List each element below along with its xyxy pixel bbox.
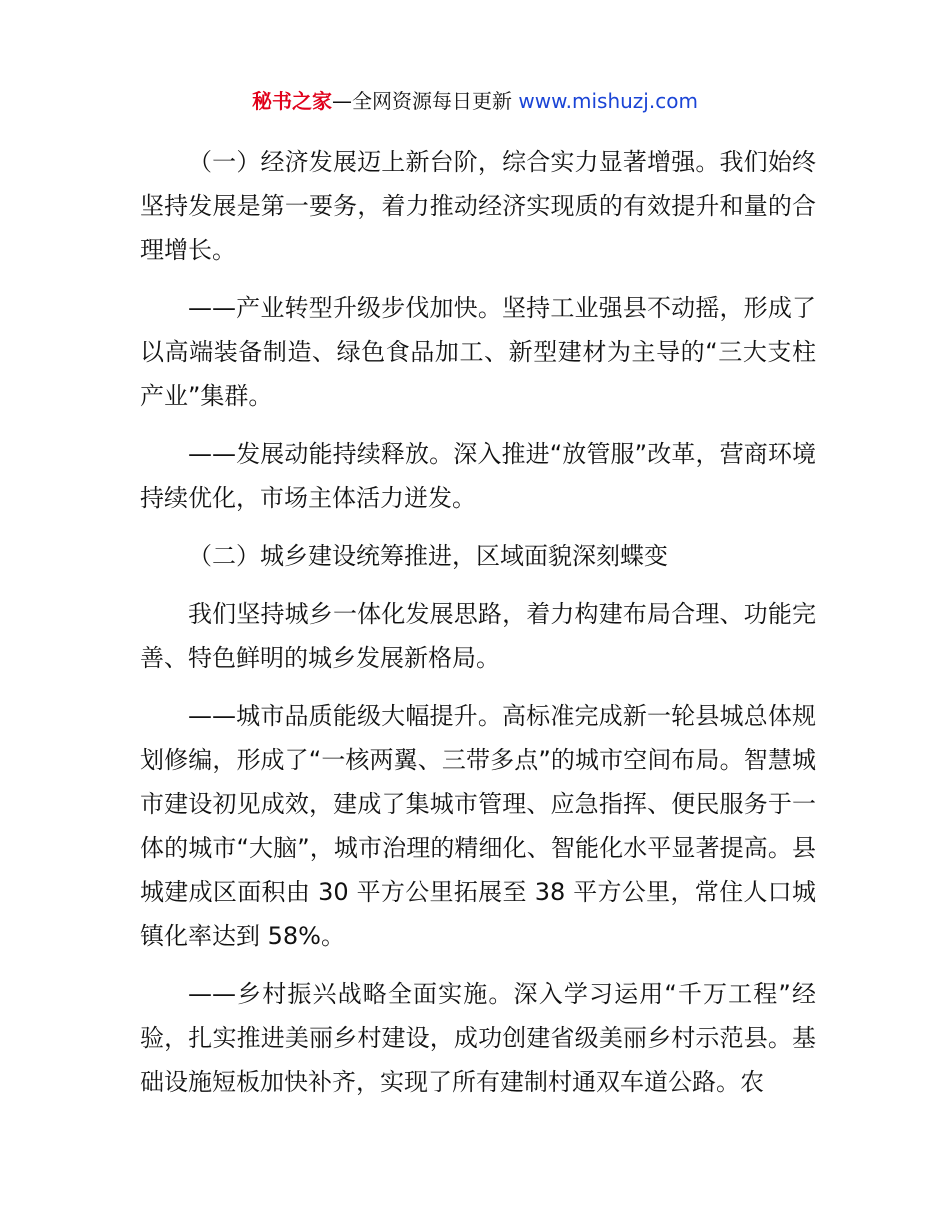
site-link[interactable]: www.mishuzj.com [518,89,698,113]
paragraph-development-momentum: ——发展动能持续释放。深入推进“放管服”改革，营商环境持续优化，市场主体活力迸发。 [140,440,816,512]
header-tagline: —全网资源每日更新 [332,89,513,113]
site-header [0,86,950,116]
document-body [140,140,816,1118]
paragraph-industry-upgrade: ——产业转型升级步伐加快。坚持工业强县不动摇，形成了以高端装备制造、绿色食品加工、新型建材为主导的“三大支柱产业”集群。 [140,294,816,410]
paragraph-city-quality: ——城市品质能级大幅提升。高标准完成新一轮县城总体规划修编，形成了“一核两翼、三带多点”的城市空间布局。智慧城市建设初见成效，建成了集城市管理、应急指挥、便民服务于一体的城市“大脑”，城市治理的精细化、智能化水平显著提高。县城建成区面积由 30 平方公里拓展至 38 平方公里，常住人口城镇化率达到 58%。 [140,702,816,950]
paragraph-economy-heading: （一）经济发展迈上新台阶，综合实力显著增强。我们始终坚持发展是第一要务，着力推动经济实现质的有效提升和量的合理增长。 [140,148,816,264]
paragraph-rural-revitalization: ——乡村振兴战略全面实施。深入学习运用“千万工程”经验，扎实推进美丽乡村建设，成功创建省级美丽乡村示范县。基础设施短板加快补齐，实现了所有建制村通双车道公路。农 [140,980,816,1096]
paragraph-urban-rural-intro: 我们坚持城乡一体化发展思路，着力构建布局合理、功能完善、特色鲜明的城乡发展新格局。 [140,600,816,672]
brand-name: 秘书之家 [252,89,333,113]
paragraph-urban-rural-heading: （二）城乡建设统筹推进，区域面貌深刻蝶变 [188,542,668,570]
